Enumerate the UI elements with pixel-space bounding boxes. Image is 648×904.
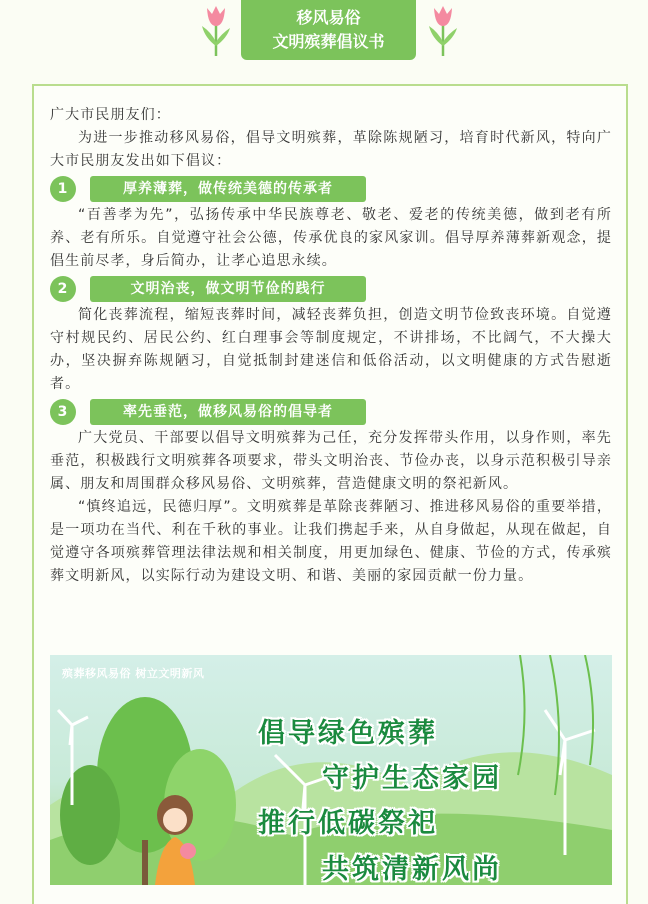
section-body-1: “百善孝为先”，弘扬传承中华民族尊老、敬老、爱老的传统美德，做到老有所养、老有所乐。自觉遵守社会公德，传承优良的家风家训。倡导厚养薄葬新观念，提倡生前尽孝，身后简办，让孝心追思永续。	[50, 207, 612, 269]
intro-paragraph: 为进一步推动移风易俗，倡导文明殡葬，革除陈规陋习，培育时代新风，特向广大市民朋友发出如下倡议：	[50, 130, 612, 169]
section-heading-2	[50, 276, 612, 302]
poster-slogan: 守护生态家园	[322, 763, 502, 794]
tulip-icon	[199, 2, 233, 58]
tulip-icon	[426, 2, 460, 58]
letter-body	[50, 104, 612, 588]
poster-caption: 殡葬移风易俗 树立文明新风	[62, 667, 205, 680]
section-number-badge: 1	[50, 176, 76, 202]
poster-slogan: 推行低碳祭祀	[258, 808, 438, 839]
section-title: 文明治丧，做文明节俭的践行	[90, 276, 366, 302]
salutation: 广大市民朋友们：	[50, 107, 171, 123]
closing-paragraph: “慎终追远，民德归厚”。文明殡葬是革除丧葬陋习、推进移风易俗的重要举措，是一项功在当代、利在千秋的事业。让我们携起手来，从自身做起，从现在做起，自觉遵守各项殡葬管理法律法规和相关制度，用更加绿色、健康、节俭的方式，传承殡葬文明新风，以实际行动为建设文明、和谐、美丽的家园贡献一份力量。	[50, 499, 612, 584]
section-heading-3	[50, 399, 612, 425]
poster-slogan: 倡导绿色殡葬	[258, 718, 438, 749]
title-line-1: 移风易俗	[296, 8, 361, 27]
section-title: 率先垂范，做移风易俗的倡导者	[90, 399, 366, 425]
section-number-badge: 2	[50, 276, 76, 302]
section-body-2: 简化丧葬流程，缩短丧葬时间，减轻丧葬负担，创造文明节俭致丧环境。自觉遵守村规民约、居民公约、红白理事会等制度规定，不讲排场，不比阔气，不大操大办，坚决摒弃陈规陋习，自觉抵制封建迷信和低俗活动，以文明健康的方式告慰逝者。	[50, 307, 612, 392]
poster-image	[50, 655, 612, 885]
section-number-badge: 3	[50, 399, 76, 425]
section-heading-1	[50, 176, 612, 202]
section-body-3: 广大党员、干部要以倡导文明殡葬为己任，充分发挥带头作用，以身作则，率先垂范，积极践行文明殡葬各项要求，带头文明治丧、节俭办丧，以身示范积极引导亲属、朋友和周围群众移风易俗、文明殡葬，营造健康文明的祭祀新风。	[50, 430, 612, 492]
poster-slogan: 共筑清新风尚	[322, 854, 502, 885]
title-box	[241, 0, 416, 60]
header-banner	[0, 0, 648, 72]
title-line-2: 文明殡葬倡议书	[272, 32, 385, 51]
section-title: 厚养薄葬，做传统美德的传承者	[90, 176, 366, 202]
